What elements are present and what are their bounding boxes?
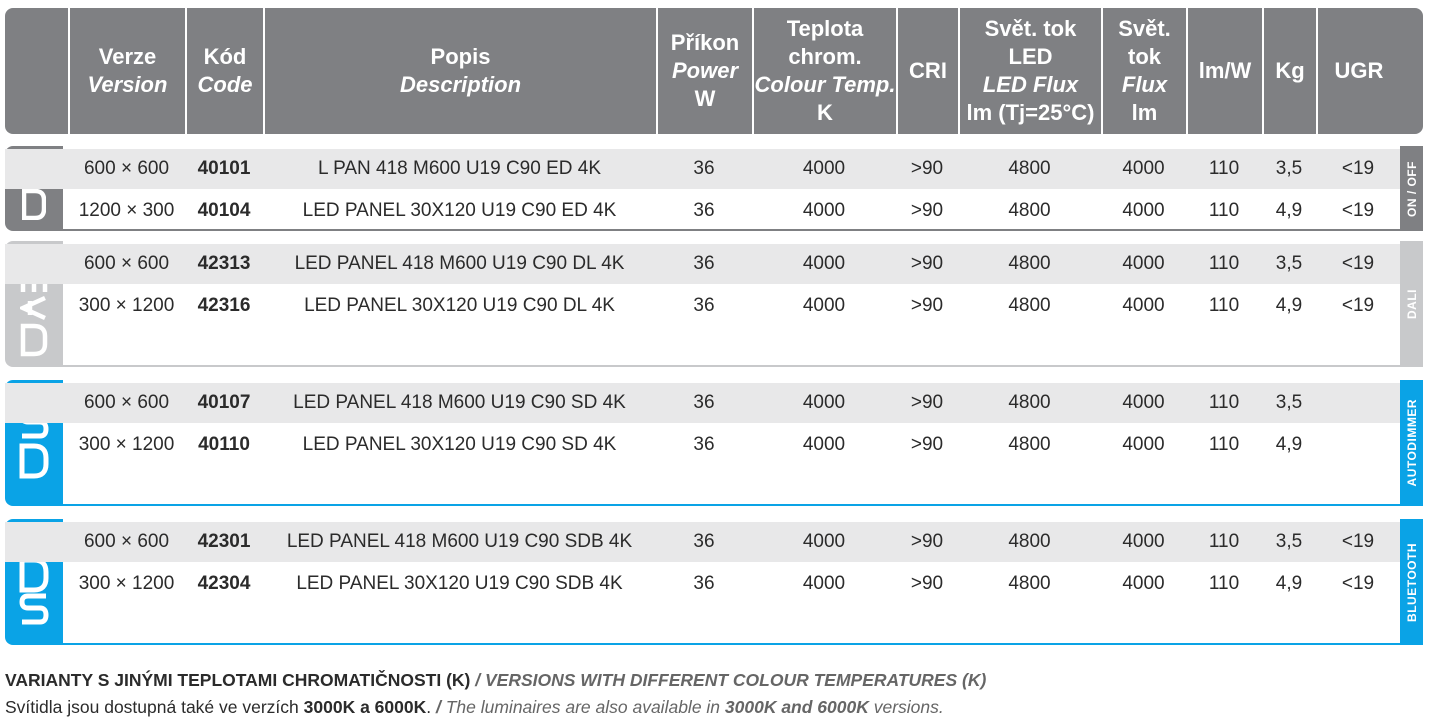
header-flux-cz2: tok: [1128, 44, 1161, 69]
header-temp-en: Colour Temp.: [754, 72, 896, 97]
cell-code: 40107: [197, 392, 251, 413]
header-flux-en: Flux: [1121, 72, 1168, 97]
cell-lmw: 110: [1208, 573, 1240, 594]
header-flux-cz1: Svět.: [1118, 16, 1171, 41]
cell-description: L PAN 418 M600 U19 C90 ED 4K: [317, 158, 602, 179]
cell-description: LED PANEL 30X120 U19 C90 SD 4K: [302, 434, 617, 455]
cell-temp: 4000: [802, 295, 846, 316]
note-en-b: 3000K and 6000K: [724, 697, 869, 717]
table-row: [5, 286, 1423, 326]
cell-flux: 4000: [1122, 531, 1165, 552]
header-ledflux-cz: Svět. tok LED: [984, 16, 1077, 69]
cell-description: LED PANEL 418 M600 U19 C90 SD 4K: [293, 392, 626, 413]
cell-led-flux: 4800: [1008, 434, 1051, 455]
cell-flux: 4000: [1122, 158, 1165, 179]
cell-power: 36: [693, 573, 715, 594]
cell-description: LED PANEL 418 M600 U19 C90 SDB 4K: [286, 531, 633, 552]
cell-lmw: 110: [1208, 295, 1240, 316]
cell-led-flux: 4800: [1008, 531, 1051, 552]
cell-temp: 4000: [802, 392, 846, 413]
cell-led-flux: 4800: [1008, 295, 1051, 316]
cell-kg: 3,5: [1275, 392, 1303, 413]
cell-ugr: [1316, 425, 1400, 465]
cell-description: LED PANEL 30X120 U19 C90 SDB 4K: [296, 573, 623, 594]
cell-cri: >90: [910, 573, 944, 594]
cell-code: 42301: [197, 531, 251, 552]
header-power-en: Power: [671, 58, 739, 83]
header-cri: [896, 8, 958, 134]
cell-code: 42313: [197, 253, 251, 274]
cell-version: 300 × 1200: [78, 295, 175, 316]
cell-code: 40104: [197, 200, 251, 221]
cell-ugr: <19: [1341, 253, 1375, 274]
note-title: [5, 670, 986, 691]
cell-description: LED PANEL 418 M600 U19 C90 DL 4K: [294, 253, 625, 274]
cell-flux: 4000: [1122, 434, 1165, 455]
cell-flux: 4000: [1122, 200, 1165, 221]
header-power: [656, 8, 752, 134]
cell-cri: >90: [910, 434, 944, 455]
cell-code: 42316: [197, 295, 251, 316]
header-code: [185, 8, 263, 134]
table-row: [5, 564, 1423, 604]
cell-cri: >90: [910, 295, 944, 316]
cell-kg: 3,5: [1275, 253, 1303, 274]
header-code-cz: Kód: [203, 44, 247, 69]
cell-lmw: 110: [1208, 531, 1240, 552]
note-title-en: VERSIONS WITH DIFFERENT COLOUR TEMPERATURES (K): [484, 670, 987, 690]
cell-power: 36: [693, 434, 715, 455]
table-row: [5, 425, 1423, 465]
cell-flux: 4000: [1122, 573, 1165, 594]
table-row: [5, 149, 1423, 189]
note-title-sep: /: [470, 670, 485, 690]
cell-code: 40101: [197, 158, 251, 179]
header-kg: [1262, 8, 1316, 134]
header-desc-cz: Popis: [430, 44, 491, 69]
note-en-c: versions.: [868, 697, 944, 717]
note-cz-b: 3000K a 6000K: [303, 697, 427, 717]
cell-ugr: [1316, 383, 1400, 423]
cell-kg: 4,9: [1275, 573, 1303, 594]
header-colour-temp: [752, 8, 896, 134]
note-sep: /: [435, 697, 446, 717]
cell-temp: 4000: [802, 253, 846, 274]
cell-led-flux: 4800: [1008, 392, 1051, 413]
table-row: [5, 191, 1423, 231]
header-code-en: Code: [197, 72, 253, 97]
cell-version: 1200 × 300: [78, 200, 175, 221]
side-label-sd: [1400, 380, 1423, 506]
header-temp-cz1: Teplota: [786, 16, 864, 41]
note-en-a: The luminaires are also available in: [445, 697, 725, 717]
note-title-cz: VARIANTY S JINÝMI TEPLOTAMI CHROMATIČNOSTI (K): [5, 670, 471, 690]
cell-power: 36: [693, 295, 715, 316]
cell-power: 36: [693, 531, 715, 552]
cell-led-flux: 4800: [1008, 200, 1051, 221]
cell-kg: 3,5: [1275, 531, 1303, 552]
cell-led-flux: 4800: [1008, 573, 1051, 594]
header-cri-label: CRI: [909, 58, 947, 83]
cell-code: 40110: [198, 434, 250, 455]
table-row: [5, 244, 1423, 284]
note-cz-c: .: [426, 697, 436, 717]
cell-kg: 4,9: [1275, 200, 1303, 221]
header-ledflux-unit: lm (Tj=25°C): [966, 100, 1095, 125]
cell-flux: 4000: [1122, 392, 1165, 413]
cell-led-flux: 4800: [1008, 158, 1051, 179]
side-label-text: ON / OFF: [1404, 160, 1419, 217]
cell-temp: 4000: [802, 158, 846, 179]
cell-ugr: <19: [1341, 200, 1375, 221]
header-version-cz: Verze: [98, 44, 157, 69]
cell-lmw: 110: [1208, 253, 1240, 274]
header-description: [263, 8, 656, 134]
cell-power: 36: [693, 200, 715, 221]
side-label-dali: [1400, 241, 1423, 367]
header-desc-en: Description: [399, 72, 522, 97]
side-label-ed: [1400, 146, 1423, 231]
cell-version: 300 × 1200: [78, 573, 175, 594]
cell-kg: 4,9: [1275, 295, 1303, 316]
table-row: [5, 383, 1423, 423]
cell-cri: >90: [910, 200, 944, 221]
section-divider: [63, 643, 1400, 645]
cell-ugr: <19: [1341, 531, 1375, 552]
cell-power: 36: [693, 253, 715, 274]
section-sdb: [5, 519, 1423, 645]
header-lmw: [1186, 8, 1262, 134]
cell-version: 600 × 600: [83, 158, 170, 179]
section-divider: [63, 365, 1400, 367]
note-cz-a: Svítidla jsou dostupná také ve verzích: [5, 697, 304, 717]
cell-ugr: <19: [1341, 295, 1375, 316]
table-row: [5, 522, 1423, 562]
cell-power: 36: [693, 158, 715, 179]
header-ugr: [1316, 8, 1400, 134]
cell-kg: 3,5: [1275, 158, 1303, 179]
header-version-en: Version: [87, 72, 168, 97]
cell-flux: 4000: [1122, 295, 1165, 316]
cell-description: LED PANEL 30X120 U19 C90 DL 4K: [304, 295, 615, 316]
cell-cri: >90: [910, 253, 944, 274]
section-divider: [63, 504, 1400, 506]
cell-version: 600 × 600: [83, 531, 170, 552]
cell-kg: 4,9: [1275, 434, 1303, 455]
cell-flux: 4000: [1122, 253, 1165, 274]
header-version: [68, 8, 185, 134]
header-ugr-label: UGR: [1334, 58, 1384, 83]
cell-lmw: 110: [1208, 434, 1240, 455]
cell-temp: 4000: [802, 573, 846, 594]
section-dali: [5, 241, 1423, 367]
header-flux-unit: lm: [1131, 100, 1158, 125]
header-led-flux: [958, 8, 1101, 134]
cell-temp: 4000: [802, 531, 846, 552]
section-ed: [5, 146, 1423, 231]
cell-lmw: 110: [1208, 158, 1240, 179]
side-label-text: DALI: [1404, 289, 1419, 319]
cell-description: LED PANEL 30X120 U19 C90 ED 4K: [302, 200, 617, 221]
section-divider: [63, 229, 1400, 231]
cell-ugr: <19: [1341, 573, 1375, 594]
cell-code: 42304: [197, 573, 251, 594]
cell-ugr: <19: [1341, 158, 1375, 179]
cell-cri: >90: [910, 392, 944, 413]
cell-lmw: 110: [1208, 200, 1240, 221]
header-power-unit: W: [694, 86, 716, 111]
header-temp-cz2: chrom.: [788, 44, 862, 69]
note-text: [5, 697, 944, 718]
cell-cri: >90: [910, 158, 944, 179]
cell-led-flux: 4800: [1008, 253, 1051, 274]
cell-lmw: 110: [1208, 392, 1240, 413]
side-label-text: BLUETOOTH: [1404, 542, 1419, 622]
cell-temp: 4000: [802, 434, 846, 455]
cell-version: 600 × 600: [83, 392, 170, 413]
cell-version: 600 × 600: [83, 253, 170, 274]
cell-version: 300 × 1200: [78, 434, 175, 455]
cell-power: 36: [693, 392, 715, 413]
side-label-text: AUTODIMMER: [1404, 399, 1419, 487]
header-power-cz: Příkon: [670, 30, 740, 55]
header-kg-label: Kg: [1275, 58, 1305, 83]
cell-temp: 4000: [802, 200, 846, 221]
header-ledflux-en: LED Flux: [982, 72, 1079, 97]
side-label-sdb: [1400, 519, 1423, 645]
cell-cri: >90: [910, 531, 944, 552]
section-sd: [5, 380, 1423, 506]
header-flux: [1101, 8, 1186, 134]
header-lmw-label: lm/W: [1198, 58, 1252, 83]
header-temp-unit: K: [817, 100, 833, 125]
